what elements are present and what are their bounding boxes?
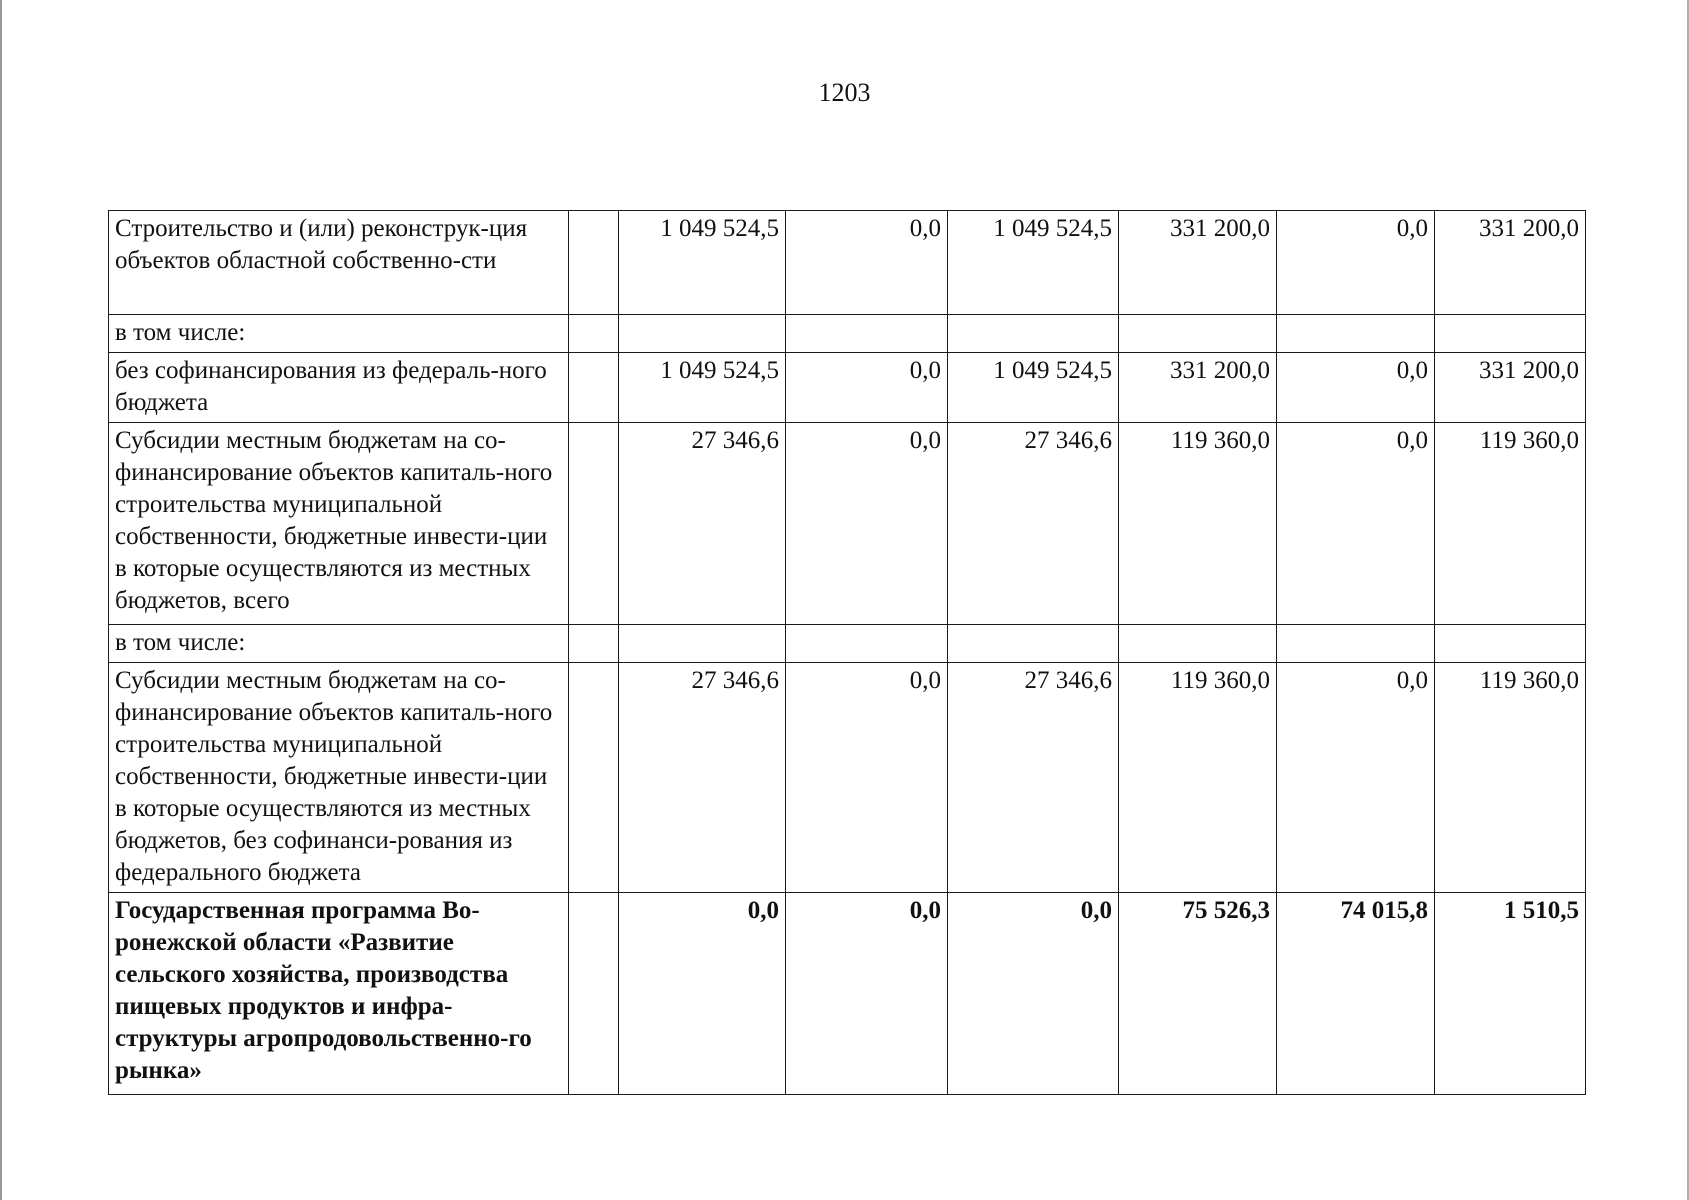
- value-cell: 1 049 524,5: [948, 353, 1119, 423]
- table-row: [109, 663, 1586, 893]
- value-cell: [1435, 315, 1586, 353]
- table-row: [109, 315, 1586, 353]
- value-cell: 0,0: [1277, 353, 1435, 423]
- value-cell: [619, 625, 786, 663]
- value-cell: [1119, 315, 1277, 353]
- value-cell: [948, 315, 1119, 353]
- row-name-cell: Субсидии местным бюджетам на со-финансирование объектов капиталь-ного строительства муниципальной собственности, бюджетные инвести-ции в которые осуществляются из местных бюджетов, всего: [109, 423, 569, 625]
- value-cell: 0,0: [1277, 423, 1435, 625]
- value-cell: 0,0: [948, 893, 1119, 1095]
- value-cell: [619, 315, 786, 353]
- value-cell: 0,0: [786, 423, 948, 625]
- value-cell: 27 346,6: [619, 423, 786, 625]
- value-cell: 0,0: [786, 663, 948, 893]
- value-cell: 0,0: [1277, 663, 1435, 893]
- empty-code-cell: [569, 423, 619, 625]
- value-cell: [1277, 315, 1435, 353]
- value-cell: 119 360,0: [1435, 423, 1586, 625]
- row-name-cell: в том числе:: [109, 625, 569, 663]
- value-cell: 0,0: [619, 893, 786, 1095]
- table-body: [109, 211, 1586, 1095]
- value-cell: [1435, 625, 1586, 663]
- value-cell: [1277, 625, 1435, 663]
- empty-code-cell: [569, 625, 619, 663]
- value-cell: 119 360,0: [1119, 663, 1277, 893]
- value-cell: 331 200,0: [1435, 211, 1586, 315]
- budget-table: [108, 210, 1586, 1095]
- value-cell: [948, 625, 1119, 663]
- empty-code-cell: [569, 315, 619, 353]
- value-cell: 1 049 524,5: [619, 353, 786, 423]
- value-cell: 1 049 524,5: [619, 211, 786, 315]
- value-cell: 0,0: [1277, 211, 1435, 315]
- value-cell: 119 360,0: [1119, 423, 1277, 625]
- empty-code-cell: [569, 353, 619, 423]
- value-cell: 27 346,6: [948, 663, 1119, 893]
- value-cell: 27 346,6: [948, 423, 1119, 625]
- value-cell: 75 526,3: [1119, 893, 1277, 1095]
- empty-code-cell: [569, 211, 619, 315]
- row-name-cell: Субсидии местным бюджетам на со-финансирование объектов капиталь-ного строительства муниципальной собственности, бюджетные инвести-ции в которые осуществляются из местных бюджетов, без софинанси-рования из федерального бюджета: [109, 663, 569, 893]
- table-row: [109, 211, 1586, 315]
- value-cell: 331 200,0: [1435, 353, 1586, 423]
- row-name-cell: Государственная программа Во-ронежской области «Развитие сельского хозяйства, производства пищевых продуктов и инфра-структуры агропродовольственно-го рынка»: [109, 893, 569, 1095]
- table-row: [109, 893, 1586, 1095]
- row-name-cell: без софинансирования из федераль-ного бюджета: [109, 353, 569, 423]
- value-cell: 1 049 524,5: [948, 211, 1119, 315]
- value-cell: 0,0: [786, 211, 948, 315]
- value-cell: 0,0: [786, 893, 948, 1095]
- value-cell: 1 510,5: [1435, 893, 1586, 1095]
- value-cell: 74 015,8: [1277, 893, 1435, 1095]
- empty-code-cell: [569, 893, 619, 1095]
- value-cell: [1119, 625, 1277, 663]
- value-cell: 27 346,6: [619, 663, 786, 893]
- value-cell: 119 360,0: [1435, 663, 1586, 893]
- table-row: [109, 423, 1586, 625]
- value-cell: 331 200,0: [1119, 211, 1277, 315]
- scan-edge-left: [0, 0, 2, 1200]
- empty-code-cell: [569, 663, 619, 893]
- table-row: [109, 353, 1586, 423]
- value-cell: 0,0: [786, 353, 948, 423]
- value-cell: [786, 625, 948, 663]
- value-cell: [786, 315, 948, 353]
- page-number: 1203: [818, 78, 871, 107]
- row-name-cell: Строительство и (или) реконструк-ция объектов областной собственно-сти: [109, 211, 569, 315]
- value-cell: 331 200,0: [1119, 353, 1277, 423]
- table-row: [109, 625, 1586, 663]
- row-name-cell: в том числе:: [109, 315, 569, 353]
